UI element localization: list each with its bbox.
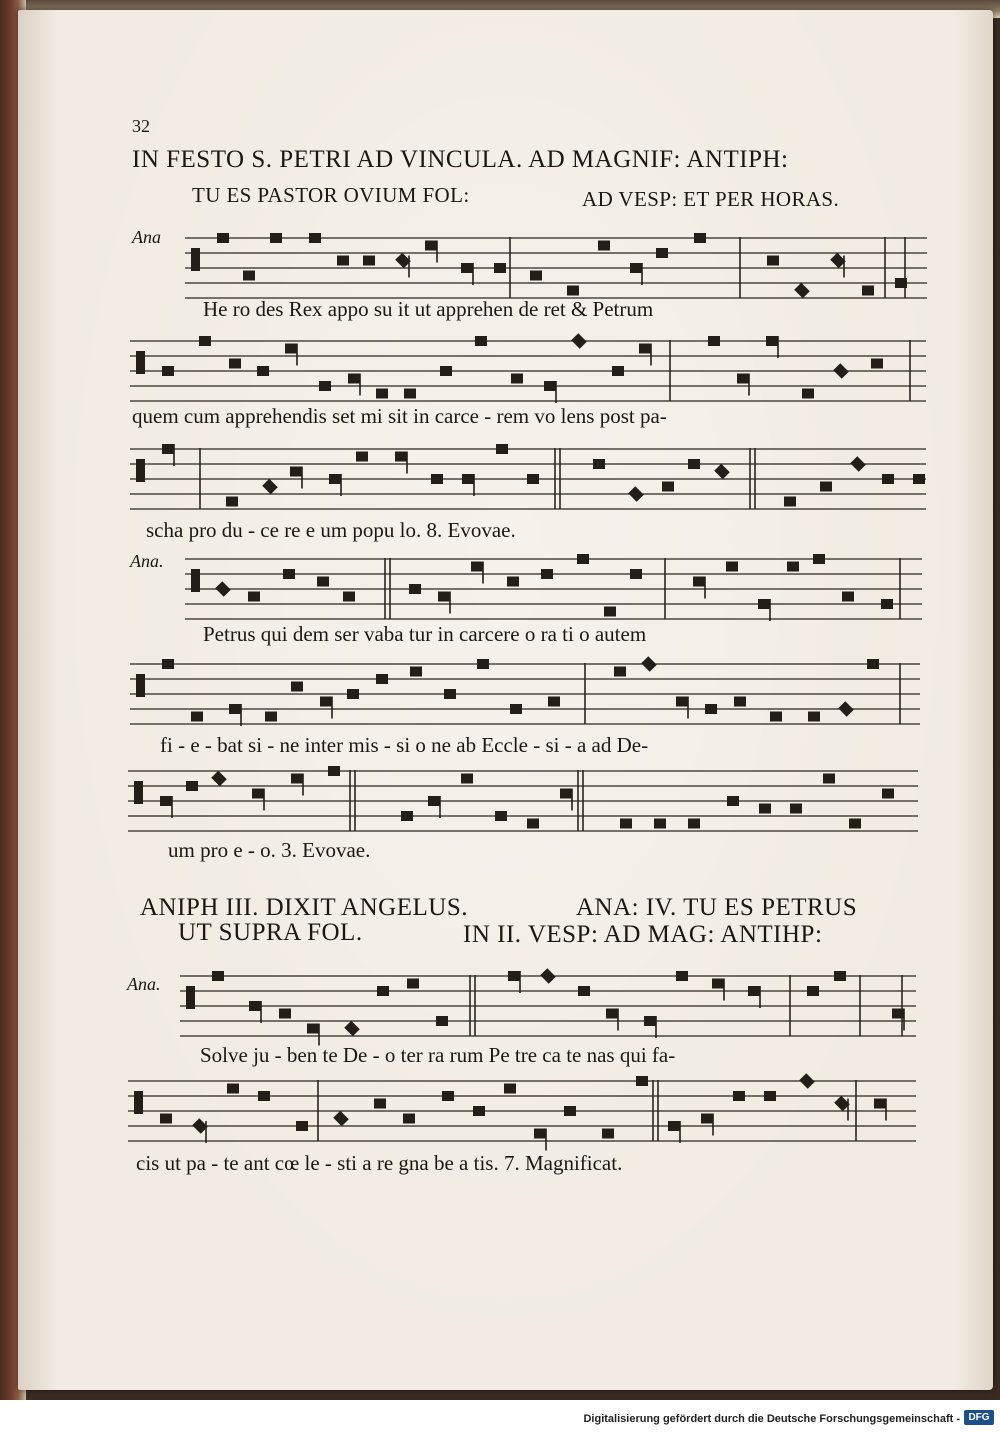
staff-2: [130, 340, 926, 410]
neume: [838, 701, 854, 717]
neume: [473, 1106, 485, 1116]
neume: [787, 562, 799, 572]
neume: [229, 359, 241, 369]
neume: [578, 986, 590, 996]
neume: [807, 986, 819, 996]
neume: [436, 1016, 448, 1026]
clef: [186, 986, 195, 1009]
neume: [508, 971, 520, 981]
clef: [191, 248, 200, 271]
section-heading-left: ANIPH III. DIXIT ANGELUS.: [140, 894, 468, 921]
neume: [401, 811, 413, 821]
neume: [270, 233, 282, 243]
neume: [644, 1016, 656, 1026]
neume: [410, 667, 422, 677]
page-heading: IN FESTO S. PETRI AD VINCULA. AD MAGNIF: ANTIPH:: [132, 146, 789, 173]
neume: [560, 789, 572, 799]
neume: [628, 486, 644, 502]
neume: [770, 712, 782, 722]
staff-3: [130, 448, 926, 518]
neume: [766, 336, 778, 346]
neume: [604, 607, 616, 617]
neume: [211, 771, 227, 787]
neume: [662, 482, 674, 492]
clef: [191, 569, 200, 592]
neume: [199, 336, 211, 346]
neume: [701, 1114, 713, 1124]
neume: [333, 1111, 349, 1127]
neume: [593, 459, 605, 469]
neume: [913, 474, 925, 484]
neume: [510, 704, 522, 714]
neume: [343, 592, 355, 602]
neume: [764, 1091, 776, 1101]
neume: [564, 1106, 576, 1116]
neume: [712, 979, 724, 989]
neume: [668, 1121, 680, 1131]
section-heading-right: ANA: IV. TU ES PETRUS: [576, 894, 858, 921]
neume: [527, 819, 539, 829]
lyric-line: cis ut pa - te ant cœ le - sti a re gna be a tis. 7. Magnificat.: [136, 1151, 623, 1175]
neume: [160, 796, 172, 806]
staff-4: [185, 558, 922, 628]
neume: [620, 819, 632, 829]
lyric-line: um pro e - o. 3. Evovae.: [168, 838, 371, 862]
neume: [495, 811, 507, 821]
lyric-line: Solve ju - ben te De - o ter ra rum Pe tre ca te nas qui fa-: [200, 1043, 676, 1067]
neume: [374, 1099, 386, 1109]
neume: [215, 581, 231, 597]
footer-credit: Digitalisierung gefördert durch die Deutsche Forschungsgemeinschaft -: [583, 1413, 960, 1425]
neume: [404, 389, 416, 399]
neume: [291, 682, 303, 692]
neume: [544, 381, 556, 391]
neume: [867, 659, 879, 669]
neume: [285, 344, 297, 354]
neume: [471, 562, 483, 572]
neume: [737, 374, 749, 384]
neume: [363, 256, 375, 266]
neume: [265, 712, 277, 722]
neume: [693, 577, 705, 587]
neume: [395, 452, 407, 462]
neume: [748, 986, 760, 996]
clef: [136, 351, 145, 374]
neume: [258, 1091, 270, 1101]
neume: [892, 1009, 904, 1019]
neume: [317, 577, 329, 587]
neume: [504, 1084, 516, 1094]
neume: [428, 796, 440, 806]
neume: [654, 819, 666, 829]
neume: [794, 283, 810, 299]
neume: [290, 467, 302, 477]
neume: [356, 452, 368, 462]
neume: [820, 482, 832, 492]
neume: [882, 474, 894, 484]
lyric-line: scha pro du - ce re e um popu lo. 8. Evovae.: [146, 518, 516, 542]
neume: [494, 263, 506, 273]
neume: [871, 359, 883, 369]
page-number: 32: [132, 116, 150, 136]
neume: [758, 599, 770, 609]
subheading-left: TU ES PASTOR OVIUM FOL:: [192, 183, 470, 207]
neume: [162, 659, 174, 669]
neume: [688, 459, 700, 469]
neume: [186, 781, 198, 791]
neume: [881, 599, 893, 609]
neume: [329, 474, 341, 484]
neume: [708, 336, 720, 346]
neume: [462, 474, 474, 484]
neume: [802, 389, 814, 399]
neume: [319, 381, 331, 391]
lyric-line: Petrus qui dem ser vaba tur in carcere o ra ti o autem: [203, 622, 647, 646]
antiphon-label: Ana: [132, 227, 161, 247]
neume: [862, 286, 874, 296]
neume: [377, 986, 389, 996]
neume: [461, 774, 473, 784]
staff-1: [185, 237, 927, 307]
neume: [733, 1091, 745, 1101]
neume: [656, 248, 668, 258]
neume: [309, 233, 321, 243]
neume: [676, 971, 688, 981]
staff-7: [180, 975, 916, 1045]
neume: [823, 774, 835, 784]
neume: [784, 497, 796, 507]
neume: [727, 796, 739, 806]
lyric-line: quem cum apprehendis set mi sit in carce - rem vo lens post pa-: [132, 404, 667, 428]
clef: [134, 781, 143, 804]
neume: [461, 263, 473, 273]
neume: [252, 789, 264, 799]
neume: [527, 474, 539, 484]
neume: [614, 667, 626, 677]
neume: [227, 1084, 239, 1094]
neume: [425, 241, 437, 251]
neume: [834, 971, 846, 981]
lyric-line: He ro des Rex appo su it ut apprehen de ret & Petrum: [203, 297, 654, 321]
antiphon-label: Ana.: [127, 974, 161, 994]
neume: [606, 1009, 618, 1019]
neume: [407, 979, 419, 989]
neume: [249, 1001, 261, 1011]
neume: [676, 697, 688, 707]
neume: [160, 1114, 172, 1124]
neume: [808, 712, 820, 722]
neume: [602, 1129, 614, 1139]
neume: [348, 374, 360, 384]
neume: [548, 697, 560, 707]
neume: [320, 697, 332, 707]
neume: [842, 592, 854, 602]
neume: [376, 674, 388, 684]
neume: [229, 704, 241, 714]
neume: [279, 1009, 291, 1019]
neume: [882, 789, 894, 799]
neume: [534, 1129, 546, 1139]
neume: [337, 256, 349, 266]
neume: [440, 366, 452, 376]
neume: [511, 374, 523, 384]
neume: [541, 569, 553, 579]
neume: [438, 592, 450, 602]
neume: [212, 971, 224, 981]
neume: [639, 344, 651, 354]
neume: [328, 766, 340, 776]
neume: [248, 592, 260, 602]
neume: [813, 554, 825, 564]
subheading-right: AD VESP: ET PER HORAS.: [582, 187, 840, 211]
neume: [283, 569, 295, 579]
neume: [530, 271, 542, 281]
staff-8: [128, 1080, 916, 1150]
neume: [226, 497, 238, 507]
section-subheading-right: IN II. VESP: AD MAG: ANTIHP:: [463, 921, 823, 948]
neume: [598, 241, 610, 251]
neume: [307, 1024, 319, 1034]
neume: [507, 577, 519, 587]
neume: [162, 366, 174, 376]
neume: [630, 263, 642, 273]
neume: [217, 233, 229, 243]
neume: [726, 562, 738, 572]
neume: [409, 584, 421, 594]
neume: [833, 363, 849, 379]
neume: [714, 464, 730, 480]
neume: [688, 819, 700, 829]
neume: [636, 1076, 648, 1086]
clef: [136, 674, 145, 697]
neume: [257, 366, 269, 376]
neume: [444, 689, 456, 699]
neume: [291, 774, 303, 784]
clef: [136, 459, 145, 482]
neume: [296, 1121, 308, 1131]
clef: [134, 1091, 143, 1114]
neume: [849, 819, 861, 829]
neume: [734, 697, 746, 707]
neume: [344, 1021, 360, 1037]
neume: [630, 569, 642, 579]
neume: [475, 336, 487, 346]
neume: [874, 1099, 886, 1109]
dfg-logo: DFG: [964, 1410, 994, 1425]
neume: [403, 1114, 415, 1124]
neume: [191, 712, 203, 722]
neume: [790, 804, 802, 814]
neume: [477, 659, 489, 669]
neume: [376, 389, 388, 399]
staff-5: [130, 663, 920, 733]
lyric-line: fi - e - bat si - ne inter mis - si o ne ab Eccle - si - a ad De-: [160, 733, 649, 757]
neume: [612, 366, 624, 376]
neume: [767, 256, 779, 266]
neume: [262, 479, 278, 495]
neume: [567, 286, 579, 296]
neume: [895, 278, 907, 288]
neume: [162, 444, 174, 454]
neume: [759, 804, 771, 814]
neume: [347, 689, 359, 699]
neume: [705, 704, 717, 714]
neume: [577, 554, 589, 564]
neume: [243, 271, 255, 281]
section-subheading-left: UT SUPRA FOL.: [178, 919, 363, 946]
neume: [442, 1091, 454, 1101]
neume: [850, 456, 866, 472]
neume: [496, 444, 508, 454]
neume: [694, 233, 706, 243]
antiphon-label: Ana.: [130, 551, 164, 571]
staff-6: [128, 770, 918, 840]
neume: [431, 474, 443, 484]
